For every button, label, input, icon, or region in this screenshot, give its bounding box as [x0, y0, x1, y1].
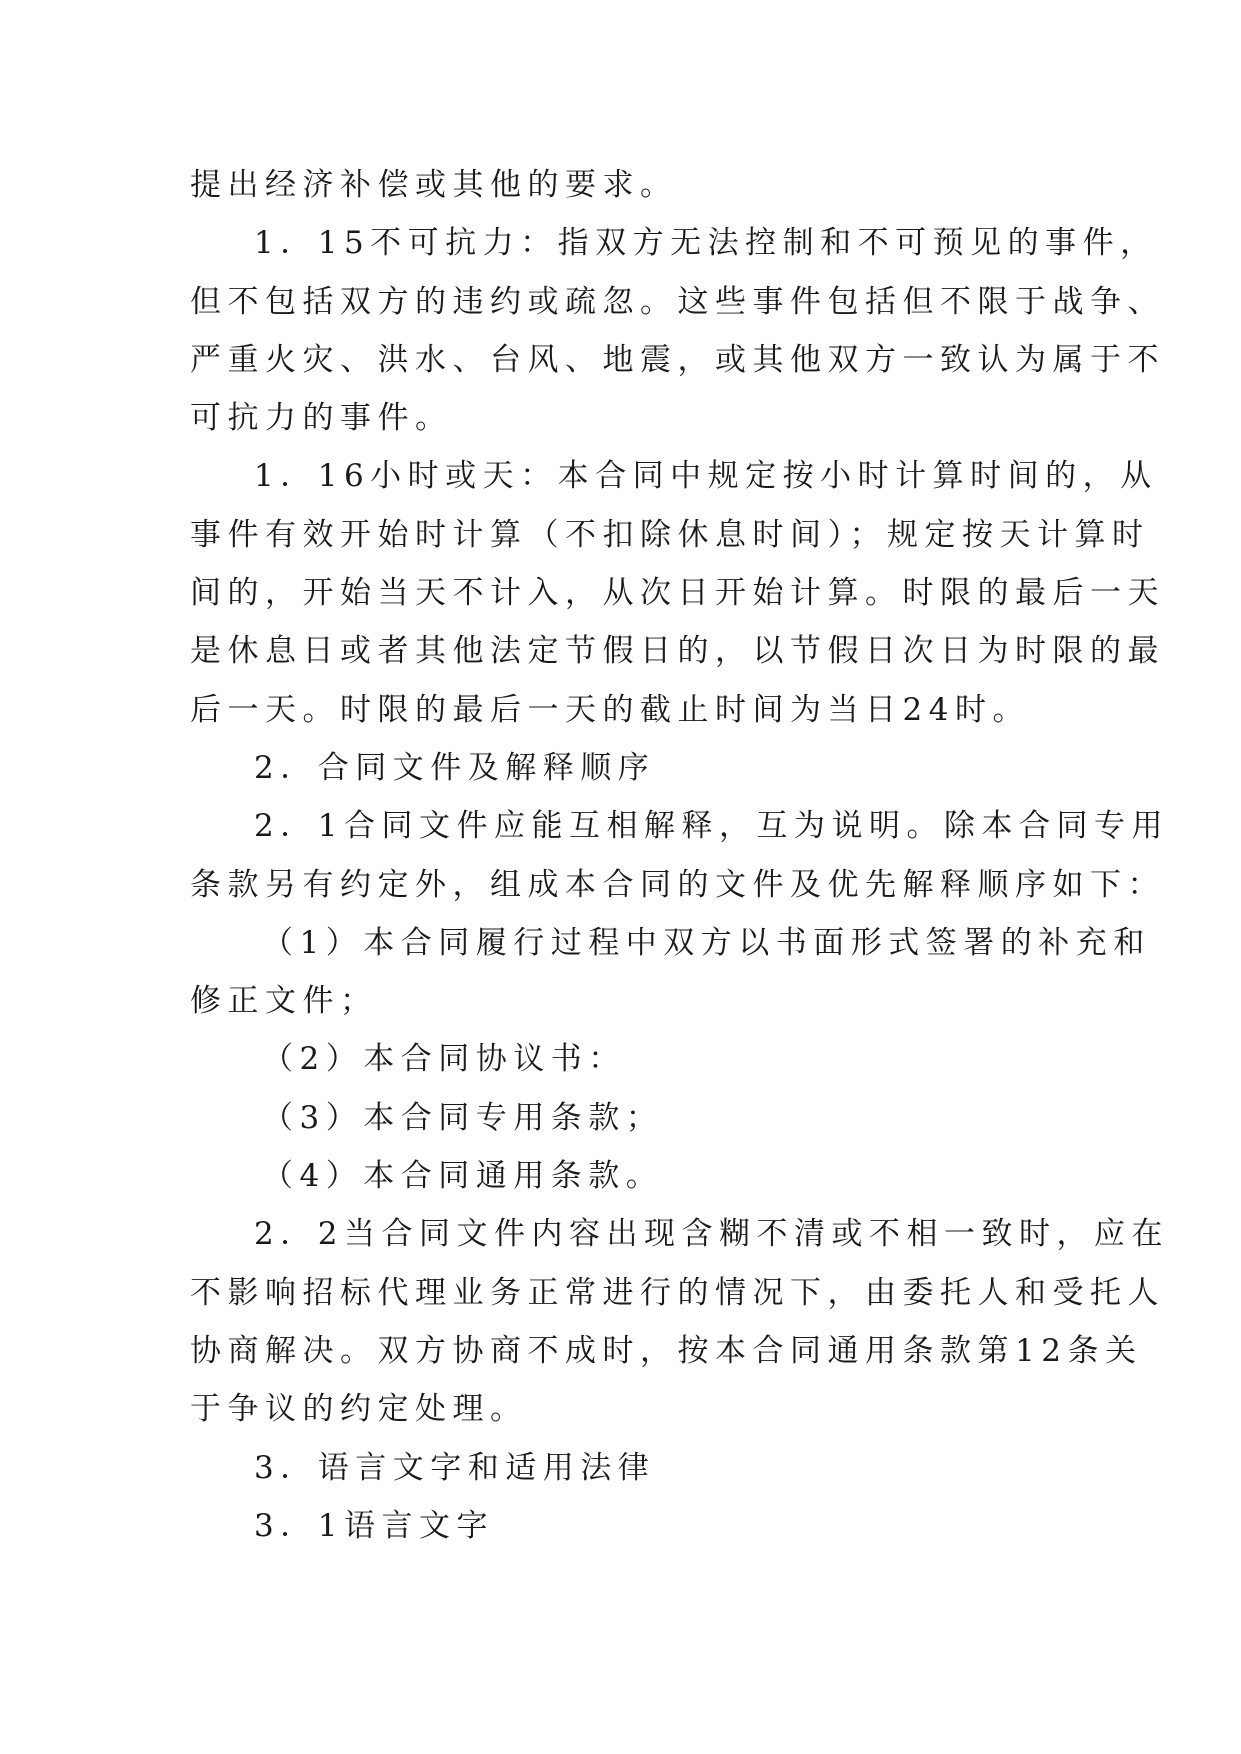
paragraph-line: 间的，开始当天不计入，从次日开始计算。时限的最后一天 [190, 575, 1165, 612]
paragraph-line: 是休息日或者其他法定节假日的，以节假日次日为时限的最 [190, 633, 1165, 670]
clause-3-1-heading: 3．1语言文字 [254, 1507, 494, 1544]
paragraph-line: 可抗力的事件。 [190, 400, 453, 437]
paragraph-line: 不影响招标代理业务正常进行的情况下，由委托人和受托人 [190, 1274, 1165, 1311]
clause-1-16-line: 1．16小时或天：本合同中规定按小时计算时间的，从 [254, 458, 1158, 495]
list-item-2: （2）本合同协议书： [262, 1041, 626, 1078]
paragraph-line: 修正文件； [190, 983, 378, 1020]
paragraph-line: 于争议的约定处理。 [190, 1391, 528, 1428]
paragraph-line: 协商解决。双方协商不成时，按本合同通用条款第12条关 [190, 1332, 1143, 1369]
list-item-1: （1）本合同履行过程中双方以书面形式签署的补充和 [262, 924, 1151, 961]
list-item-4: （4）本合同通用条款。 [262, 1158, 664, 1195]
clause-2-2-line: 2．2当合同文件内容出现含糊不清或不相一致时，应在 [254, 1216, 1169, 1253]
paragraph-line: 事件有效开始时计算（不扣除休息时间）；规定按天计算时 [190, 516, 1150, 553]
paragraph-line: 条款另有约定外，组成本合同的文件及优先解释顺序如下： [190, 866, 1165, 903]
list-item-3: （3）本合同专用条款； [262, 1099, 664, 1136]
clause-1-15-line: 1．15不可抗力：指双方无法控制和不可预见的事件， [254, 225, 1158, 262]
paragraph-line: 后一天。时限的最后一天的截止时间为当日24时。 [190, 691, 1030, 728]
section-2-heading: 2．合同文件及解释顺序 [254, 749, 656, 786]
document-body [190, 156, 1169, 1555]
paragraph-line: 提出经济补偿或其他的要求。 [190, 167, 678, 203]
clause-2-1-line: 2．1合同文件应能互相解释，互为说明。除本合同专用 [254, 808, 1169, 845]
paragraph-line: 但不包括双方的违约或疏忽。这些事件包括但不限于战争、 [190, 283, 1165, 320]
section-3-heading: 3．语言文字和适用法律 [254, 1449, 656, 1486]
paragraph-line: 严重火灾、洪水、台风、地震，或其他双方一致认为属于不 [190, 341, 1165, 378]
